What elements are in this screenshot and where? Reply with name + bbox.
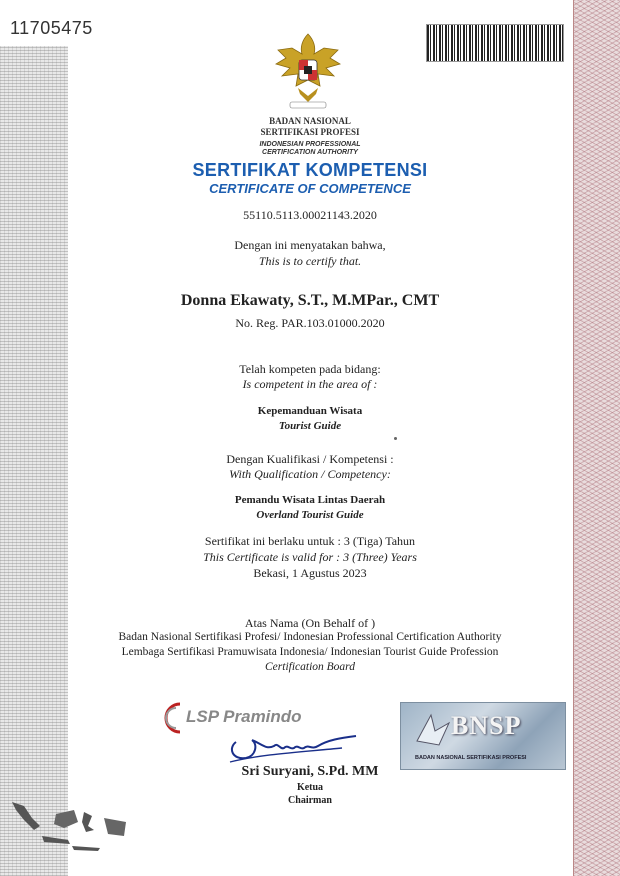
qualification: Pemandu Wisata Lintas Daerah	[234, 494, 386, 506]
agency-name-en	[100, 141, 520, 157]
declaration: Dengan ini menyatakan bahwa,	[234, 238, 386, 252]
signature-icon	[222, 718, 372, 768]
bnsp-bird-icon	[413, 711, 453, 755]
competent-label-en: Is competent in the area of :	[242, 377, 378, 391]
qualification-en: Overland Tourist Guide	[256, 509, 364, 521]
authority-line: Badan Nasional Sertifikasi Profesi/ Indonesian Professional Certification Authority	[118, 631, 502, 643]
signer-title: Ketua	[296, 782, 324, 793]
certificate-subtitle: CERTIFICATE OF COMPETENCE	[209, 181, 411, 196]
competent-label: Telah kompeten pada bidang:	[239, 362, 381, 376]
competence-field-en: Tourist Guide	[278, 420, 342, 432]
agency-name-en-line1: INDONESIAN PROFESSIONAL	[259, 141, 361, 148]
bnsp-caption: BADAN NASIONAL SERTIFIKASI PROFESI	[415, 755, 527, 761]
registration-number: No. Reg. PAR.103.01000.2020	[235, 316, 385, 330]
agency-name	[100, 116, 520, 138]
indonesia-map-icon	[10, 796, 128, 854]
lsp-logo-text: LSP Pramindo	[186, 707, 302, 726]
agency-name-en-line2: CERTIFICATION AUTHORITY	[262, 149, 358, 156]
barcode	[426, 24, 564, 62]
qualification-label: Dengan Kualifikasi / Kompetensi :	[226, 452, 394, 466]
validity-en: This Certificate is valid for : 3 (Three) Years	[203, 550, 417, 564]
speck	[394, 437, 397, 440]
declaration-en: This is to certify that.	[258, 254, 362, 268]
left-security-border	[0, 46, 68, 876]
bnsp-hologram	[400, 702, 566, 770]
validity: Sertifikat ini berlaku untuk : 3 (Tiga) Tahun	[204, 534, 416, 548]
competence-field: Kepemanduan Wisata	[257, 405, 363, 417]
serial-number: 11705475	[10, 18, 93, 38]
bnsp-logo-text: BNSP	[451, 711, 522, 740]
certificate-title: SERTIFIKAT KOMPETENSI	[192, 160, 428, 180]
right-security-border	[574, 0, 620, 876]
signer-name: Sri Suryani, S.Pd. MM	[241, 764, 379, 779]
lsp-line-2: Certification Board	[265, 661, 355, 673]
agency-name-line1: BADAN NASIONAL	[269, 116, 351, 126]
agency-name-line2: SERTIFIKASI PROFESI	[260, 127, 360, 137]
lsp-line: Lembaga Sertifikasi Pramuwisata Indonesia/ Indonesian Tourist Guide Profession	[121, 646, 499, 658]
qualification-label-en: With Qualification / Competency:	[229, 467, 391, 481]
holder-name: Donna Ekawaty, S.T., M.MPar., CMT	[180, 292, 440, 309]
garuda-emblem-icon	[272, 30, 344, 114]
on-behalf: Atas Nama (On Behalf of )	[244, 616, 376, 630]
place-date: Bekasi, 1 Agustus 2023	[253, 566, 367, 580]
signer-title-en: Chairman	[288, 795, 332, 806]
certificate-number: 55110.5113.00021143.2020	[243, 208, 377, 222]
